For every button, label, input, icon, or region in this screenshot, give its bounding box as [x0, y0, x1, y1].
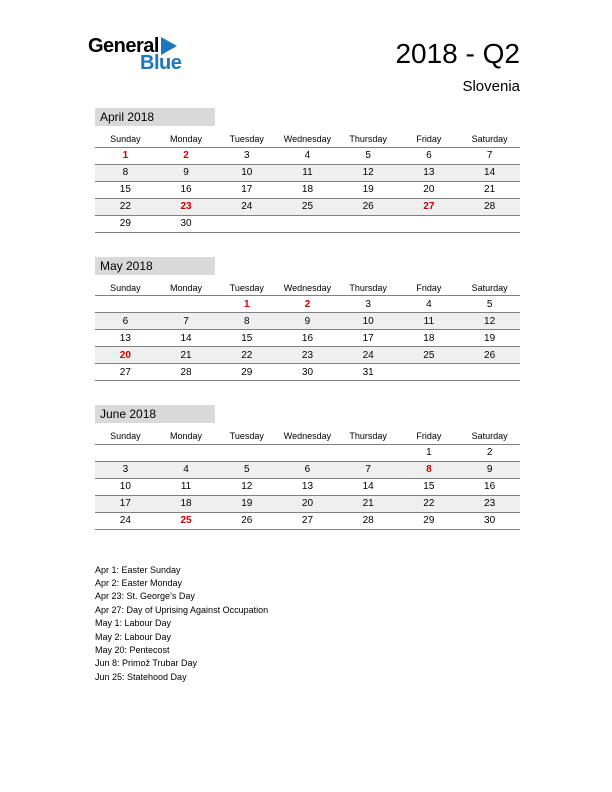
weekday-header: Sunday: [95, 281, 156, 296]
calendar-area: [95, 108, 520, 684]
week-row: [95, 164, 520, 181]
weekday-header: Monday: [156, 132, 217, 147]
day-cell: 18: [277, 181, 338, 198]
logo-text-blue: Blue: [140, 52, 182, 74]
day-cell: 13: [399, 164, 460, 181]
weekday-header: Saturday: [459, 281, 520, 296]
calendar-table: [95, 132, 520, 233]
weekday-header: Sunday: [95, 429, 156, 444]
day-cell: 8: [216, 313, 277, 330]
day-cell: [399, 364, 460, 381]
weekday-header: Thursday: [338, 132, 399, 147]
week-row: [95, 512, 520, 529]
day-cell: [95, 444, 156, 461]
day-cell: [338, 444, 399, 461]
day-cell: 7: [338, 461, 399, 478]
weekday-header: Sunday: [95, 132, 156, 147]
day-cell: 9: [156, 164, 217, 181]
month-title: June 2018: [95, 405, 215, 423]
day-cell: [216, 215, 277, 232]
day-cell: 15: [216, 330, 277, 347]
weekday-header: Saturday: [459, 132, 520, 147]
day-cell: [459, 215, 520, 232]
day-cell: 22: [95, 198, 156, 215]
calendar-table: [95, 429, 520, 530]
day-cell: 15: [399, 478, 460, 495]
weekday-header: Monday: [156, 429, 217, 444]
day-cell: 13: [95, 330, 156, 347]
week-row: [95, 444, 520, 461]
day-cell: 22: [399, 495, 460, 512]
day-cell: 16: [156, 181, 217, 198]
day-cell: 11: [156, 478, 217, 495]
day-cell: 29: [399, 512, 460, 529]
day-cell: 1: [216, 296, 277, 313]
holiday-item: Apr 1: Easter Sunday: [95, 564, 181, 575]
day-cell: 20: [95, 347, 156, 364]
day-cell: 4: [156, 461, 217, 478]
day-cell: 14: [338, 478, 399, 495]
day-cell: 2: [277, 296, 338, 313]
month-june: [95, 405, 520, 530]
day-cell: 8: [95, 164, 156, 181]
day-cell: [156, 296, 217, 313]
weekday-header: Friday: [399, 281, 460, 296]
day-cell: [459, 364, 520, 381]
day-cell: 5: [459, 296, 520, 313]
day-cell: 25: [399, 347, 460, 364]
day-cell: [156, 444, 217, 461]
day-cell: 19: [338, 181, 399, 198]
day-cell: 28: [156, 364, 217, 381]
day-cell: 27: [95, 364, 156, 381]
weekday-header: Wednesday: [277, 281, 338, 296]
week-row: [95, 296, 520, 313]
day-cell: 18: [399, 330, 460, 347]
day-cell: [277, 444, 338, 461]
country-subtitle: Slovenia: [462, 78, 520, 95]
day-cell: 10: [95, 478, 156, 495]
holiday-item: Apr 23: St. George’s Day: [95, 591, 195, 602]
holiday-item: Apr 27: Day of Uprising Against Occupation: [95, 604, 269, 615]
day-cell: 4: [277, 147, 338, 164]
day-cell: 19: [216, 495, 277, 512]
day-cell: 9: [277, 313, 338, 330]
day-cell: 28: [459, 198, 520, 215]
weekday-header: Saturday: [459, 429, 520, 444]
weekday-header: Tuesday: [216, 281, 277, 296]
holiday-item: May 1: Labour Day: [95, 618, 172, 629]
page-title: 2018 - Q2: [395, 38, 520, 69]
day-cell: 25: [277, 198, 338, 215]
day-cell: [216, 444, 277, 461]
day-cell: 26: [216, 512, 277, 529]
day-cell: 2: [459, 444, 520, 461]
week-row: [95, 478, 520, 495]
day-cell: 22: [216, 347, 277, 364]
week-row: [95, 215, 520, 232]
weekday-header: Tuesday: [216, 429, 277, 444]
day-cell: 23: [459, 495, 520, 512]
day-cell: 14: [459, 164, 520, 181]
week-row: [95, 147, 520, 164]
day-cell: 13: [277, 478, 338, 495]
day-cell: 11: [399, 313, 460, 330]
day-cell: 19: [459, 330, 520, 347]
week-row: [95, 461, 520, 478]
day-cell: 29: [95, 215, 156, 232]
holiday-list: [95, 564, 520, 685]
day-cell: 6: [277, 461, 338, 478]
day-cell: 15: [95, 181, 156, 198]
day-cell: 23: [156, 198, 217, 215]
day-cell: 20: [277, 495, 338, 512]
day-cell: [338, 215, 399, 232]
day-cell: 21: [156, 347, 217, 364]
day-cell: 27: [399, 198, 460, 215]
day-cell: 30: [156, 215, 217, 232]
day-cell: 5: [338, 147, 399, 164]
day-cell: 20: [399, 181, 460, 198]
day-cell: 12: [459, 313, 520, 330]
day-cell: [95, 296, 156, 313]
day-cell: 28: [338, 512, 399, 529]
day-cell: 24: [216, 198, 277, 215]
day-cell: 3: [216, 147, 277, 164]
weekday-header: Tuesday: [216, 132, 277, 147]
day-cell: 16: [459, 478, 520, 495]
day-cell: 14: [156, 330, 217, 347]
day-cell: 21: [338, 495, 399, 512]
day-cell: 7: [459, 147, 520, 164]
day-cell: 24: [338, 347, 399, 364]
day-cell: 10: [216, 164, 277, 181]
week-row: [95, 181, 520, 198]
week-row: [95, 364, 520, 381]
holiday-item: May 2: Labour Day: [95, 631, 172, 642]
day-cell: 18: [156, 495, 217, 512]
day-cell: 11: [277, 164, 338, 181]
month-title: April 2018: [95, 108, 215, 126]
weekday-header: Thursday: [338, 281, 399, 296]
day-cell: 26: [459, 347, 520, 364]
day-cell: 17: [216, 181, 277, 198]
week-row: [95, 198, 520, 215]
day-cell: 10: [338, 313, 399, 330]
week-row: [95, 347, 520, 364]
holiday-item: Jun 25: Statehood Day: [95, 671, 187, 682]
day-cell: 3: [95, 461, 156, 478]
weekday-header: Wednesday: [277, 429, 338, 444]
day-cell: 31: [338, 364, 399, 381]
month-april: [95, 108, 520, 233]
day-cell: 30: [277, 364, 338, 381]
month-title: May 2018: [95, 257, 215, 275]
title-block: [395, 38, 520, 95]
day-cell: 1: [399, 444, 460, 461]
day-cell: 25: [156, 512, 217, 529]
weekday-header: Monday: [156, 281, 217, 296]
day-cell: 12: [216, 478, 277, 495]
day-cell: 30: [459, 512, 520, 529]
weekday-header: Friday: [399, 429, 460, 444]
day-cell: 2: [156, 147, 217, 164]
day-cell: 23: [277, 347, 338, 364]
holiday-item: Apr 2: Easter Monday: [95, 577, 183, 588]
calendar-table: [95, 281, 520, 382]
day-cell: [277, 215, 338, 232]
weekday-header: Friday: [399, 132, 460, 147]
day-cell: 26: [338, 198, 399, 215]
day-cell: 24: [95, 512, 156, 529]
month-may: [95, 257, 520, 382]
weekday-header: Wednesday: [277, 132, 338, 147]
day-cell: 9: [459, 461, 520, 478]
day-cell: 3: [338, 296, 399, 313]
day-cell: 27: [277, 512, 338, 529]
day-cell: 16: [277, 330, 338, 347]
week-row: [95, 313, 520, 330]
day-cell: 1: [95, 147, 156, 164]
day-cell: 7: [156, 313, 217, 330]
logo-text-general: General: [88, 35, 159, 57]
logo: [88, 36, 181, 73]
day-cell: 6: [399, 147, 460, 164]
day-cell: 8: [399, 461, 460, 478]
holiday-item: Jun 8: Primož Trubar Day: [95, 658, 198, 669]
day-cell: 21: [459, 181, 520, 198]
weekday-header: Thursday: [338, 429, 399, 444]
day-cell: 29: [216, 364, 277, 381]
day-cell: 4: [399, 296, 460, 313]
week-row: [95, 495, 520, 512]
day-cell: 5: [216, 461, 277, 478]
day-cell: 17: [338, 330, 399, 347]
day-cell: 17: [95, 495, 156, 512]
day-cell: 6: [95, 313, 156, 330]
holiday-item: May 20: Pentecost: [95, 644, 170, 655]
day-cell: 12: [338, 164, 399, 181]
week-row: [95, 330, 520, 347]
day-cell: [399, 215, 460, 232]
